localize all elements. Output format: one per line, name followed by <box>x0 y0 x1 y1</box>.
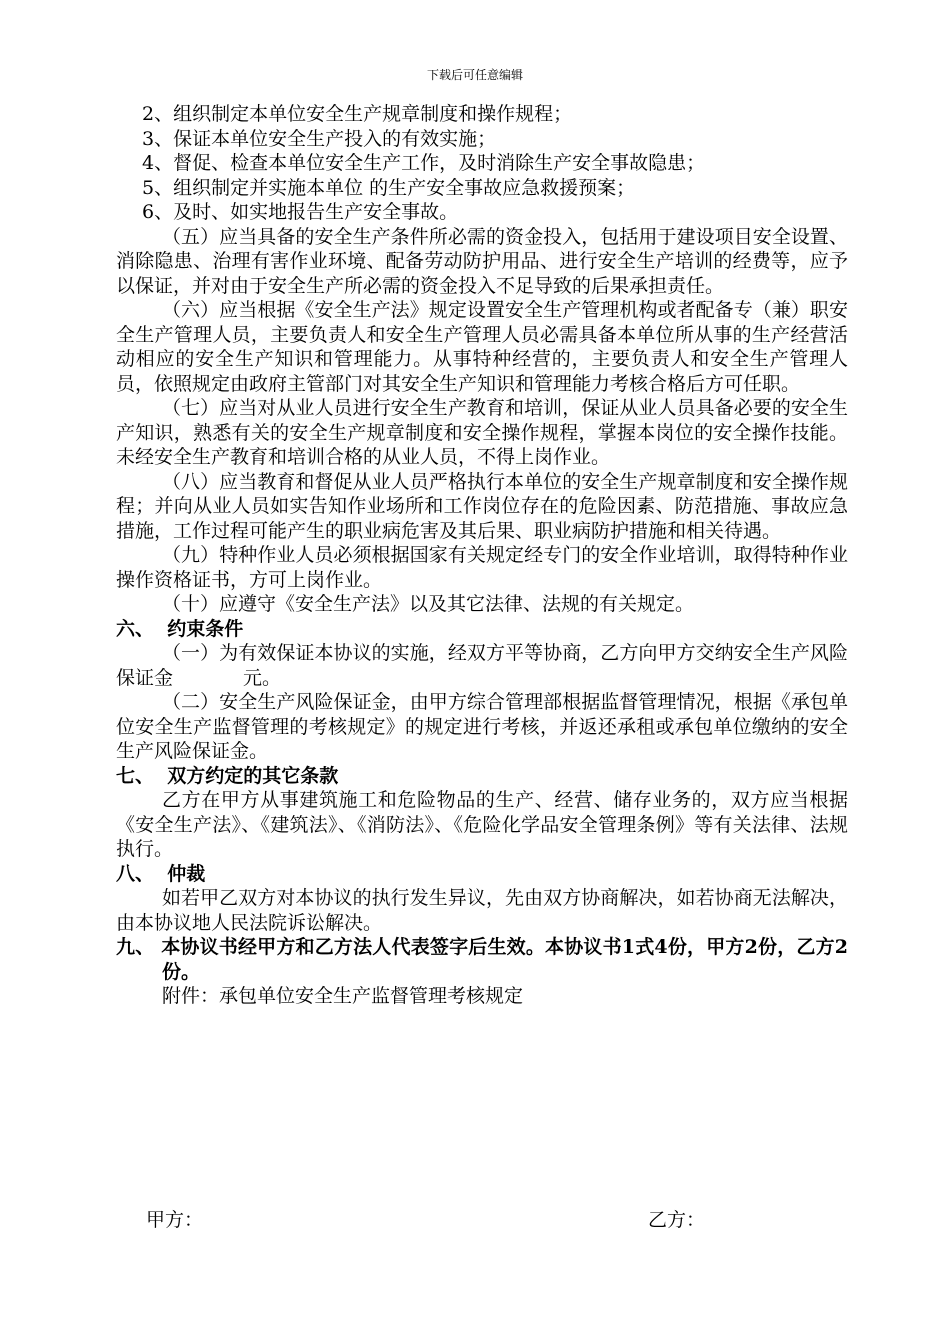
party-a-signature: 甲方： <box>146 1209 204 1231</box>
duty-item-3: 3、保证本单位安全生产投入的有效实施； <box>142 127 497 150</box>
clause-8: （八）应当教育和督促从业人员严格执行本单位的安全生产规章制度和安全操作规程；并向从业人员如实告知作业场所和工作岗位存在的危险因素、防范措施、事故应急措施，工作过程可能产生的职业病危害及其后果、职业病防护措施和相关待遇。 <box>116 470 848 542</box>
clause-7: （七）应当对从业人员进行安全生产教育和培训，保证从业人员具备必要的安全生产知识，熟悉有关的安全生产规章制度和安全操作规程，掌握本岗位的安全操作技能。未经安全生产教育和培训合格的从业人员，不得上岗作业。 <box>116 397 848 468</box>
party-b-signature: 乙方： <box>648 1209 706 1231</box>
clause-10: （十）应遵守《安全生产法》以及其它法律、法规的有关规定。 <box>162 593 695 615</box>
page-header: 下载后可任意编辑 <box>426 68 523 82</box>
duty-item-2: 2、组织制定本单位安全生产规章制度和操作规程； <box>142 103 573 125</box>
deposit-unit: 元。 <box>243 666 282 689</box>
section-6-clause-1 <box>116 641 848 690</box>
section-6-clause-2: （二）安全生产风险保证金，由甲方综合管理部根据监督管理情况，根据《承包单位安全生产监督管理的考核规定》的规定进行考核，并返还承租或承包单位缴纳的安全生产风险保证金。 <box>116 691 848 762</box>
duty-item-6: 6、及时、如实地报告生产安全事故。 <box>142 201 459 223</box>
attachment-note: 附件：承包单位安全生产监督管理考核规定 <box>162 985 524 1007</box>
section-6-heading: 六、 约束条件 <box>116 617 244 640</box>
document-body <box>116 102 848 1009</box>
section-8-body: 如若甲乙双方对本协议的执行发生异议，先由双方协商解决，如若协商无法解决，由本协议地人民法院诉讼解决。 <box>116 887 848 934</box>
deposit-text: （一）为有效保证本协议的实施，经双方平等协商，乙方向甲方交纳安全生产风险保证金 <box>116 642 848 689</box>
duty-item-4: 4、督促、检查本单位安全生产工作，及时消除生产安全事故隐患； <box>142 152 706 174</box>
section-9-heading: 九、 本协议书经甲方和乙方法人代表签字后生效。本协议书1式4份，甲方2份，乙方2份。 <box>116 936 848 983</box>
duty-item-5: 5、组织制定并实施本单位 的生产安全事故应急救援预案； <box>142 176 636 199</box>
section-7-heading: 七、 双方约定的其它条款 <box>116 764 339 787</box>
clause-5: （五）应当具备的安全生产条件所必需的资金投入，包括用于建设项目安全设置、消除隐患、治理有害作业环境、配备劳动防护用品、进行安全生产培训的经费等，应予以保证，并对由于安全生产所必需的资金投入不足导致的后果承担责任。 <box>116 225 848 297</box>
clause-9: （九）特种作业人员必须根据国家有关规定经专门的安全作业培训，取得特种作业操作资格证书，方可上岗作业。 <box>116 544 848 591</box>
section-7-body: 乙方在甲方从事建筑施工和危险物品的生产、经营、储存业务的，双方应当根据《安全生产法》、《建筑法》、《消防法》、《危险化学品安全管理条例》等有关法律、法规执行。 <box>116 789 848 860</box>
section-8-heading: 八、 仲裁 <box>116 862 206 885</box>
clause-6: （六）应当根据《安全生产法》规定设置安全生产管理机构或者配备专（兼）职安全生产管理人员，主要负责人和安全生产管理人员必需具备本单位所从事的生产经营活动相应的安全生产知识和管理能力。从事特种经营的，主要负责人和安全生产管理人员，依照规定由政府主管部门对其安全生产知识和管理能力考核合格后方可任职。 <box>116 299 848 395</box>
